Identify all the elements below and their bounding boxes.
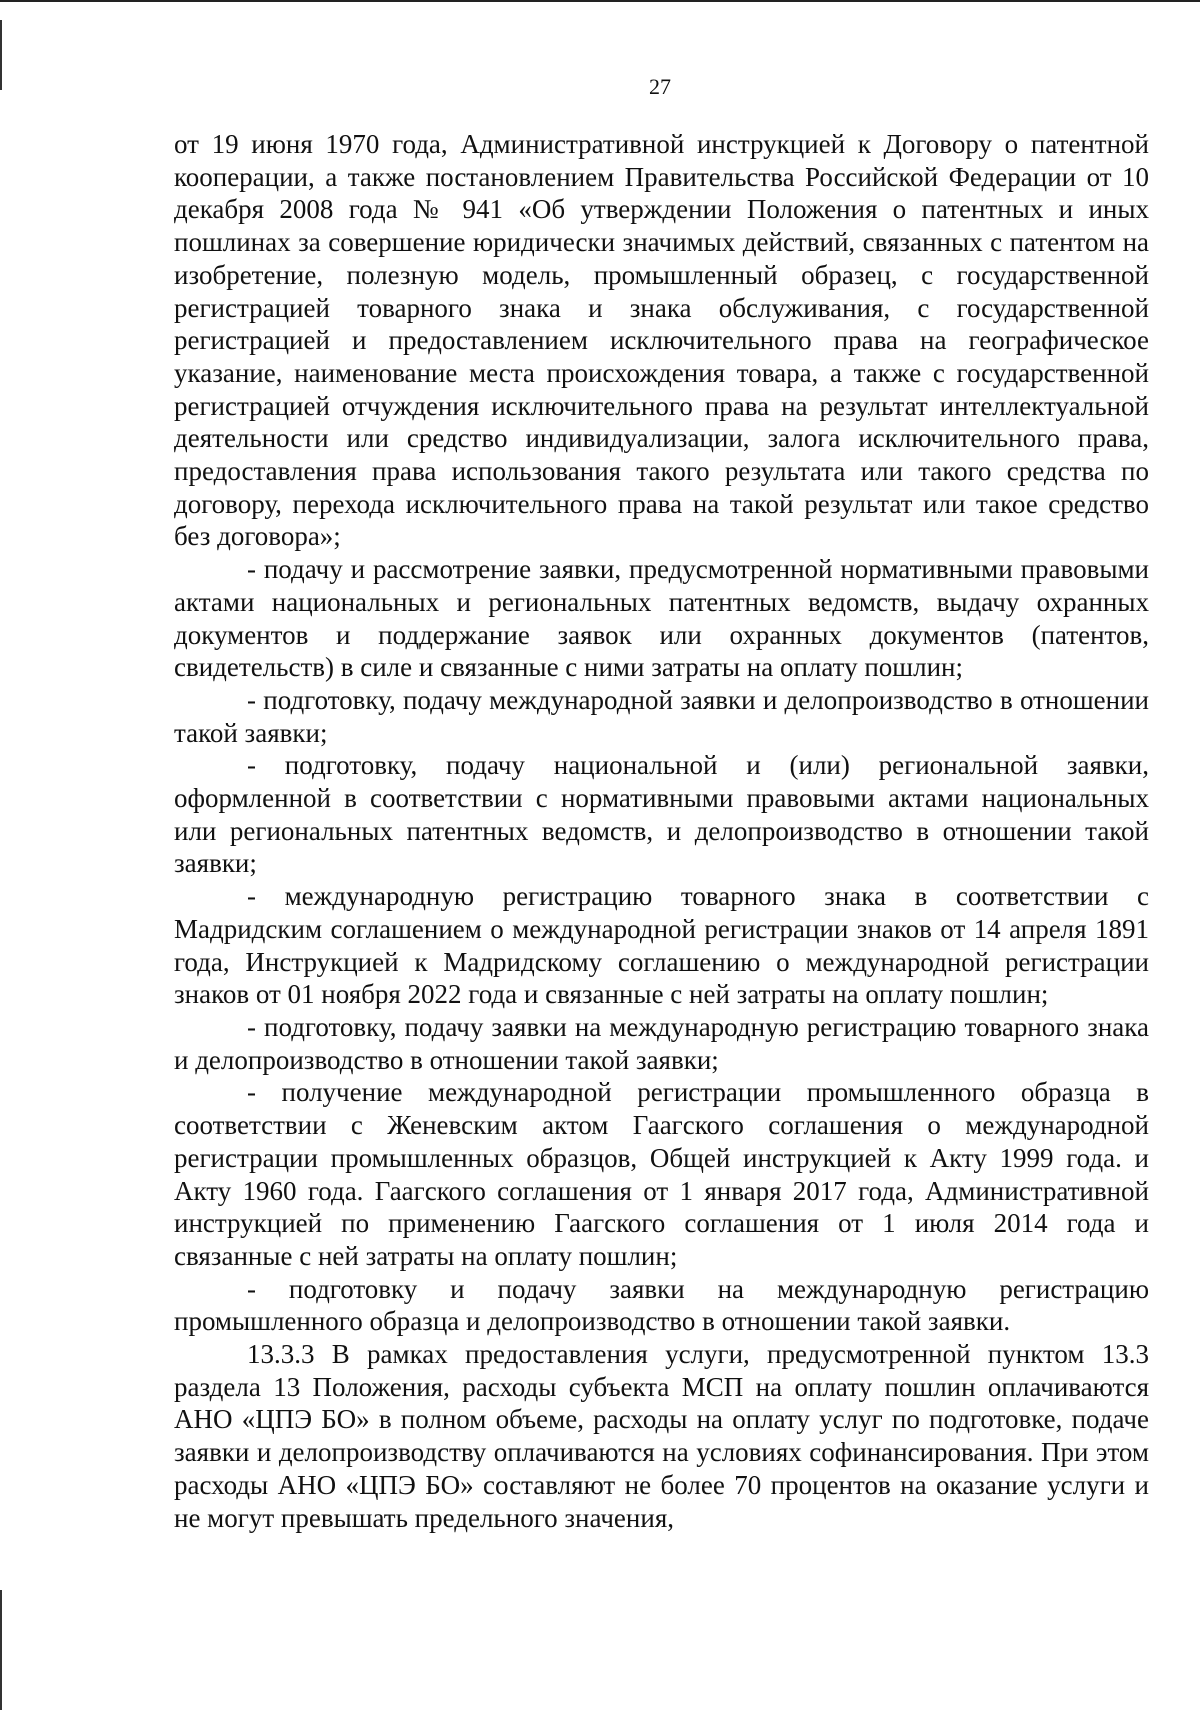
document-body (174, 128, 1149, 1534)
page-top-edge (0, 0, 1200, 2)
page-left-edge (0, 1590, 2, 1710)
list-item-international-application: - подготовку, подачу международной заявки и делопроизводство в отношении такой заявки; (174, 684, 1149, 748)
list-item-design-registration: - получение международной регистрации промышленного образца в соответствии с Женевским актом Гаагского соглашения о международной регистрации промышленных образцов, Общей инструкцией к Акту 1999 года. и Акту 1960 года. Гаагского соглашения от 1 января 2017 года, Административной инструкцией по применению Гаагского соглашения от 1 июля 2014 года и связанные с ней затраты на оплату пошлин; (174, 1077, 1149, 1271)
list-item-trademark-registration: - международную регистрацию товарного знака в соответствии с Мадридским соглашением о международной регистрации знаков от 14 апреля 1891 года, Инструкцией к Мадридскому соглашению о международной регистрации знаков от 01 ноября 2022 года и связанные с ней затраты на оплату пошлин; (174, 881, 1149, 1010)
paragraph-continuation: от 19 июня 1970 года, Административной инструкцией к Договору о патентной кооперации, а также постановлением Правительства Российской Федерации от 10 декабря 2008 года № 941 «Об утверждении Положения о патентных и иных пошлинах за совершение юридически значимых действий, связанных с патентом на изобретение, полезную модель, промышленный образец, с государственной регистрацией товарного знака и знака обслуживания, с государственной регистрацией и предоставлением исключительного права на географическое указание, наименование места происхождения товара, а также с государственной регистрацией отчуждения исключительного права на результат интеллектуальной деятельности или средство индивидуализации, залога исключительного права, предоставления права использования такого результата или такого средства по договору, перехода исключительного права на такой результат или такое средство без договора»; (174, 129, 1149, 552)
list-item-application-filing: - подачу и рассмотрение заявки, предусмотренной нормативными правовыми актами национальных и региональных патентных ведомств, выдачу охранных документов и поддержание заявок или охранных документов (патентов, свидетельств) в силе и связанные с ними затраты на оплату пошлин; (174, 554, 1149, 683)
list-item-national-application: - подготовку, подачу национальной и (или) региональной заявки, оформленной в соответствии с нормативными правовыми актами национальных или региональных патентных ведомств, и делопроизводство в отношении такой заявки; (174, 750, 1149, 879)
list-item-design-application: - подготовку и подачу заявки на международную регистрацию промышленного образца и делопроизводство в отношении такой заявки. (174, 1273, 1149, 1337)
page-number: 27 (649, 74, 671, 99)
list-item-trademark-application: - подготовку, подачу заявки на международную регистрацию товарного знака и делопроизводство в отношении такой заявки; (174, 1011, 1149, 1075)
clause-13-3-3: 13.3.3 В рамках предоставления услуги, предусмотренной пунктом 13.3 раздела 13 Положения, расходы субъекта МСП на оплату пошлин оплачиваются АНО «ЦПЭ БО» в полном объеме, расходы на оплату услуг по подготовке, подаче заявки и делопроизводству оплачиваются на условиях софинансирования. При этом расходы АНО «ЦПЭ БО» составляют не более 70 процентов на оказание услуги и не могут превышать предельного значения, (174, 1339, 1149, 1533)
